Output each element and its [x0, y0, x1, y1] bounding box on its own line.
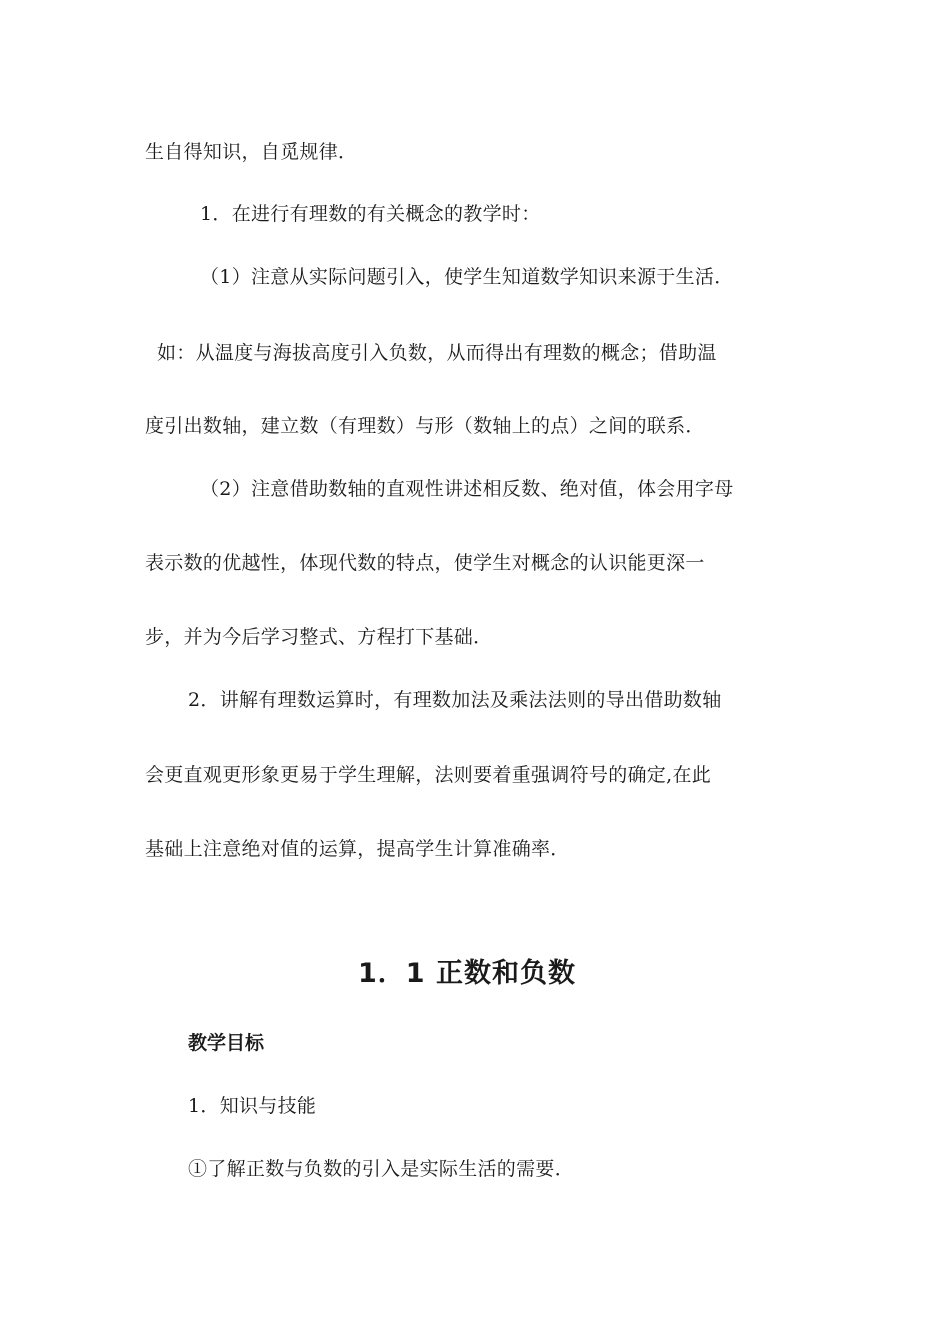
paragraph-line: 2．讲解有理数运算时，有理数加法及乘法法则的导出借助数轴 — [188, 689, 722, 711]
objective-title: 1．知识与技能 — [188, 1095, 317, 1117]
paragraph-line: 步，并为今后学习整式、方程打下基础． — [145, 626, 493, 648]
paragraph-line: 会更直观更形象更易于学生理解，法则要着重强调符号的确定,在此 — [145, 764, 712, 786]
paragraph-line: 基础上注意绝对值的运算，提高学生计算准确率． — [145, 838, 570, 860]
paragraph-line: （1）注意从实际问题引入，使学生知道数学知识来源于生活． — [200, 266, 734, 288]
paragraph-line: 生自得知识，自觅规律． — [145, 141, 358, 163]
paragraph-line: 如：从温度与海拔高度引入负数，从而得出有理数的概念；借助温 — [157, 342, 717, 364]
objectives-heading: 教学目标 — [188, 1032, 265, 1054]
list-item-title: 1．在进行有理数的有关概念的教学时： — [200, 203, 541, 225]
section-heading: 1．1 正数和负数 — [358, 958, 576, 989]
paragraph-line: 表示数的优越性，体现代数的特点，使学生对概念的认识能更深一 — [145, 552, 705, 574]
objective-item: ①了解正数与负数的引入是实际生活的需要． — [188, 1158, 575, 1180]
paragraph-line: （2）注意借助数轴的直观性讲述相反数、绝对值，体会用字母 — [200, 478, 734, 500]
paragraph-line: 度引出数轴，建立数（有理数）与形（数轴上的点）之间的联系． — [145, 415, 705, 437]
